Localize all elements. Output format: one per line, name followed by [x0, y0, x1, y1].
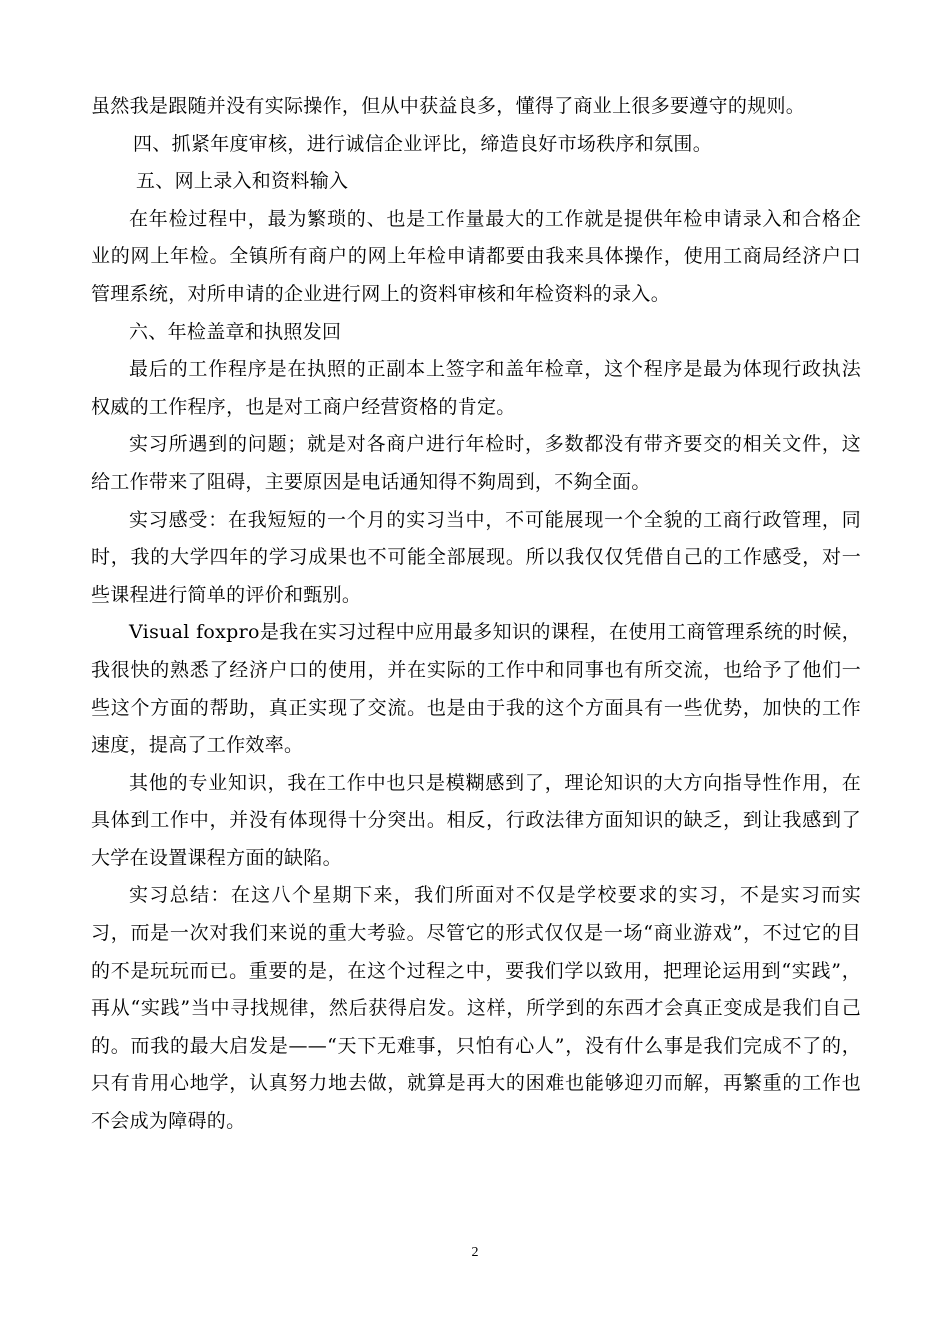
paragraph-summary: 实习总结：在这八个星期下来，我们所面对不仅是学校要求的实习，不是实习而实习，而是一次对我们来说的重大考验。尽管它的形式仅仅是一场“商业游戏”，不过它的目的不是玩玩而已。重要的是，在这个过程之中，要我们学以致用，把理论运用到“实践”，再从“实践”当中寻找规律，然后获得启发。这样，所学到的东西才会真正变成是我们自己的。而我的最大启发是——“天下无难事，只怕有心人”，没有什么事是我们完成不了的，只有肯用心地学，认真努力地去做，就算是再大的困难也能够迎刃而解，再繁重的工作也不会成为障碍的。: [91, 884, 861, 1133]
paragraph-other-knowledge: 其他的专业知识，我在工作中也只是模糊感到了，理论知识的大方向指导性作用，在具体到工作中，并没有体现得十分突出。相反，行政法律方面知识的缺乏，到让我感到了大学在设置课程方面的缺陷。: [91, 771, 861, 869]
paragraph-impressions: 实习感受：在我短短的一个月的实习当中，不可能展现一个全貌的工商行政管理，同时，我的大学四年的学习成果也不可能全部展现。所以我仅仅凭借自己的工作感受，对一些课程进行简单的评价和甄别。: [91, 508, 861, 606]
paragraph-visual-foxpro: Visual foxpro是我在实习过程中应用最多知识的课程，在使用工商管理系统的时候，我很快的熟悉了经济户口的使用，并在实际的工作中和同事也有所交流，也给予了他们一些这个方面的帮助，真正实现了交流。也是由于我的这个方面具有一些优势，加快的工作速度，提高了工作效率。: [91, 621, 861, 757]
section-heading-4: 四、抓紧年度审核，进行诚信企业评比，缔造良好市场秩序和氛围。: [133, 132, 713, 155]
section-heading-5: 五、网上录入和资料输入: [136, 170, 349, 193]
section-heading-6: 六、年检盖章和执照发回: [129, 320, 342, 343]
document-body: [91, 88, 861, 1141]
paragraph-continuation: 虽然我是跟随并没有实际操作，但从中获益良多，懂得了商业上很多要遵守的规则。: [91, 95, 806, 117]
paragraph-online-entry: 在年检过程中，最为繁琐的、也是工作量最大的工作就是提供年检申请录入和合格企业的网上年检。全镇所有商户的网上年检申请都要由我来具体操作，使用工商局经济户口管理系统，对所申请的企业进行网上的资料审核和年检资料的录入。: [91, 207, 861, 305]
paragraph-problems: 实习所遇到的问题；就是对各商户进行年检时，多数都没有带齐要交的相关文件，这给工作带来了阻碍，主要原因是电话通知得不夠周到，不夠全面。: [91, 433, 861, 493]
paragraph-stamping: 最后的工作程序是在执照的正副本上签字和盖年检章，这个程序是最为体现行政执法权威的工作程序，也是对工商户经营资格的肯定。: [91, 358, 861, 418]
page-number: 2: [471, 1245, 479, 1260]
